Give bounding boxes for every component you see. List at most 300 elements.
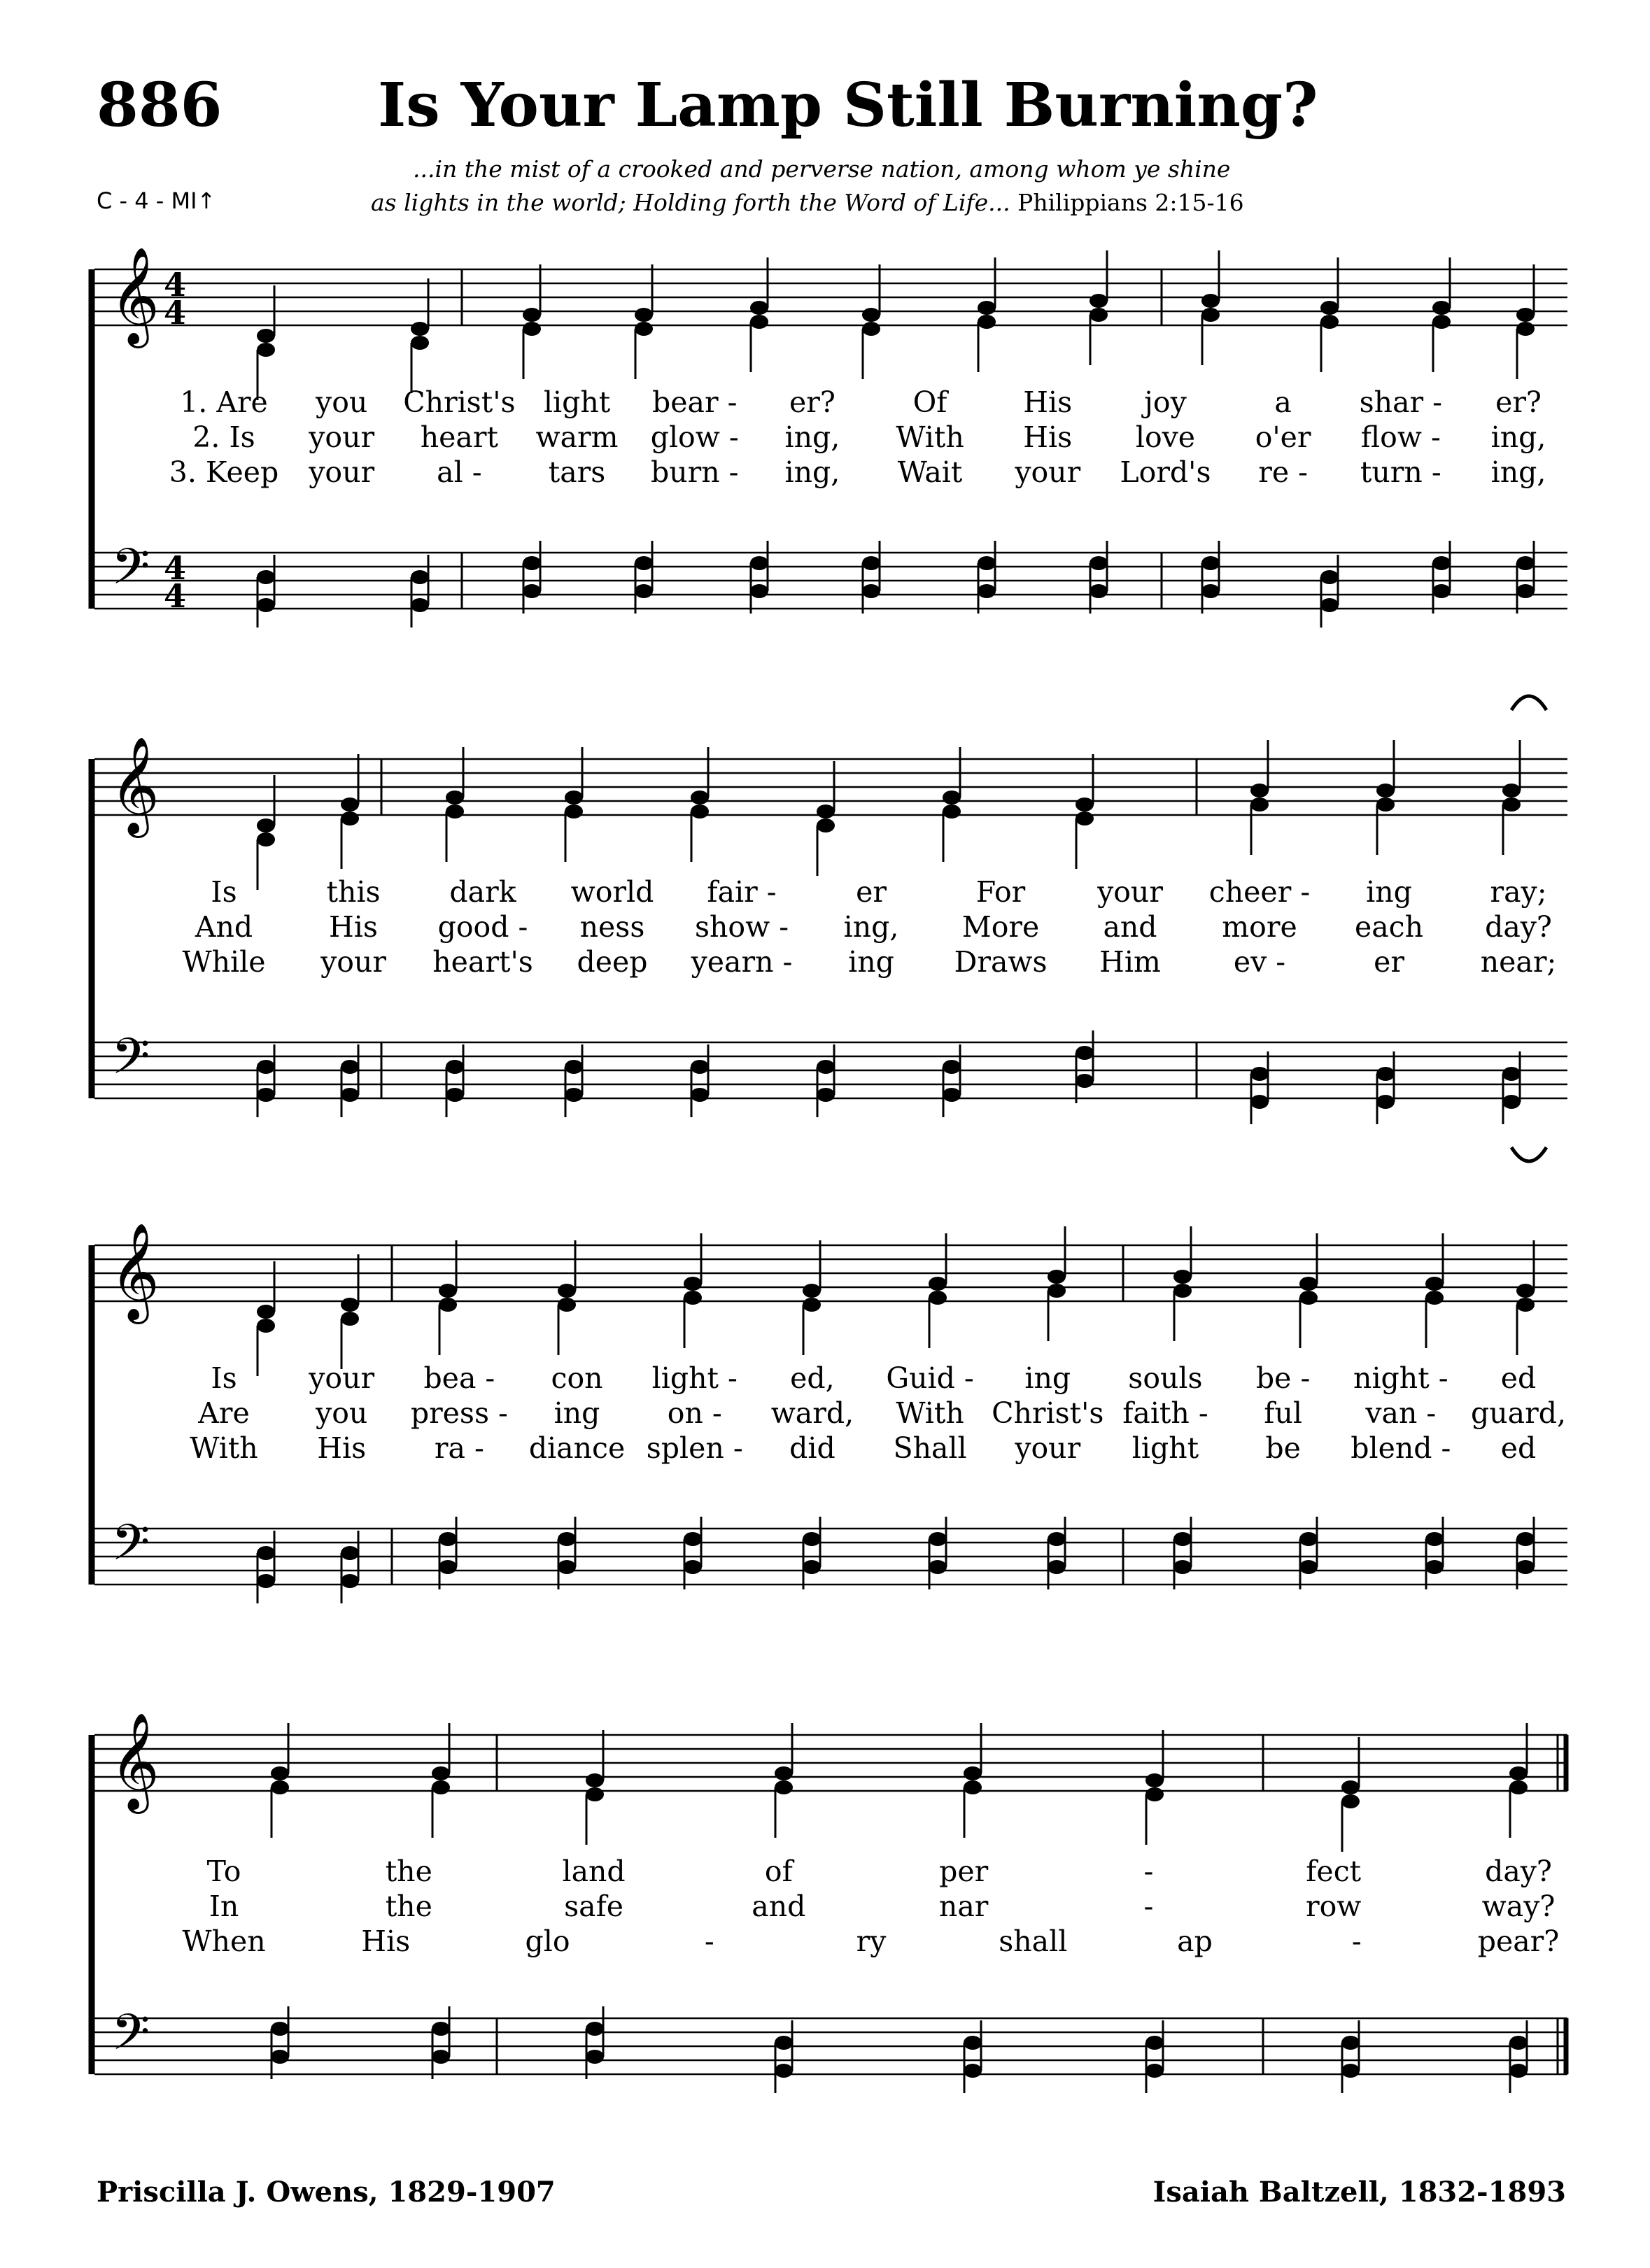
note-head: [523, 322, 541, 336]
lyric-syllable: Lord's: [1120, 455, 1211, 489]
lyric-syllable: er?: [1495, 385, 1542, 419]
lyric-syllable: Is: [211, 875, 237, 909]
note-head: [558, 1298, 576, 1312]
note-head: [1425, 1277, 1444, 1291]
note-head: [1076, 1046, 1094, 1060]
note-head: [750, 556, 768, 570]
lyric-syllable: ed,: [790, 1361, 835, 1395]
note-head: [257, 570, 275, 584]
lyric-syllable: Are: [198, 1396, 250, 1430]
lyric-syllable: re -: [1258, 455, 1308, 489]
note-head: [446, 1060, 464, 1074]
treble-clef-icon: 𝄞: [110, 1713, 160, 1810]
note-head: [803, 1532, 821, 1546]
note-head: [1341, 1780, 1360, 1794]
note-head: [1048, 1560, 1066, 1574]
lyric-syllable: His: [361, 1925, 411, 1958]
lyric-syllable: pear?: [1477, 1925, 1560, 1958]
note-head: [1502, 1067, 1521, 1081]
note-head: [271, 1780, 289, 1794]
lyric-syllable: 2. Is: [192, 420, 255, 454]
note-head: [257, 1060, 275, 1074]
lyric-syllable: ing,: [784, 420, 840, 454]
note-head: [1090, 308, 1108, 322]
lyric-syllable: ness: [579, 910, 645, 944]
note-head: [341, 1546, 359, 1560]
note-head: [1432, 556, 1451, 570]
note-head: [1516, 1298, 1535, 1312]
note-head: [341, 1298, 359, 1312]
lyric-syllable: con: [551, 1361, 603, 1395]
lyric-syllable: Wait: [897, 455, 963, 489]
note-head: [341, 811, 359, 825]
note-head: [691, 791, 709, 805]
bass-clef-icon: 𝄢: [111, 2004, 150, 2074]
note-head: [1145, 2036, 1164, 2050]
note-head: [978, 584, 996, 598]
lyric-syllable: faith -: [1122, 1396, 1208, 1430]
lyric-syllable: ing,: [784, 455, 840, 489]
note-head: [1048, 1270, 1066, 1284]
note-head: [586, 2022, 604, 2036]
note-head: [257, 343, 275, 357]
lyric-syllable: His: [317, 1431, 367, 1465]
note-head: [978, 301, 996, 315]
note-head: [523, 556, 541, 570]
lyric-syllable: Draws: [954, 945, 1048, 979]
lyric-syllable: a: [1274, 385, 1292, 419]
lyric-syllable: More: [961, 910, 1040, 944]
note-head: [684, 1560, 702, 1574]
note-head: [964, 1780, 982, 1794]
note-head: [1299, 1560, 1318, 1574]
note-head: [750, 315, 768, 329]
lyric-syllable: your: [1015, 1431, 1081, 1465]
treble-clef-icon: 𝄞: [110, 247, 160, 344]
note-head: [691, 1060, 709, 1074]
bass-clef-icon: 𝄢: [111, 1028, 150, 1098]
epigraph-text: as lights in the world; Holding forth the Word of Life...: [371, 189, 1010, 216]
note-head: [411, 336, 429, 350]
lyric-syllable: ing: [848, 945, 894, 979]
note-head: [271, 2022, 289, 2036]
lyric-syllable: -: [1143, 1855, 1154, 1888]
lyric-syllable: ry: [856, 1925, 887, 1958]
note-head: [1201, 584, 1220, 598]
note-head: [1048, 1284, 1066, 1298]
lyric-syllable: ra -: [434, 1431, 484, 1465]
lyric-syllable: your: [1097, 875, 1163, 909]
note-head: [943, 805, 961, 818]
lyric-syllable: When: [182, 1925, 266, 1958]
lyric-syllable: ev -: [1233, 945, 1286, 979]
note-head: [432, 1780, 450, 1794]
note-head: [1376, 1067, 1395, 1081]
note-head: [565, 791, 583, 805]
note-head: [257, 1088, 275, 1102]
lyric-syllable: o'er: [1255, 420, 1311, 454]
fermata-icon: [1511, 696, 1546, 710]
treble-clef-icon: 𝄞: [110, 737, 160, 834]
note-head: [1250, 1067, 1269, 1081]
lyric-syllable: guard,: [1471, 1396, 1566, 1430]
lyric-syllable: good -: [437, 910, 528, 944]
note-head: [446, 791, 464, 805]
note-head: [1299, 1291, 1318, 1305]
lyric-line: [161, 385, 1567, 423]
lyric-syllable: ing,: [1490, 455, 1546, 489]
note-head: [439, 1298, 457, 1312]
note-head: [862, 584, 880, 598]
note-head: [257, 1574, 275, 1588]
note-head: [964, 2036, 982, 2050]
lyric-syllable: -: [1351, 1925, 1362, 1958]
lyric-syllable: warm: [535, 420, 619, 454]
lyric-syllable: ing,: [843, 910, 899, 944]
note-head: [1516, 1532, 1535, 1546]
lyric-syllable: and: [1103, 910, 1157, 944]
note-head: [586, 1773, 604, 1787]
note-head: [862, 308, 880, 322]
lyric-syllable: heart's: [432, 945, 533, 979]
note-head: [1516, 584, 1535, 598]
lyric-syllable: light -: [651, 1361, 738, 1395]
lyric-syllable: bear -: [651, 385, 738, 419]
lyric-syllable: nar: [938, 1890, 989, 1923]
note-head: [1076, 798, 1094, 811]
lyric-syllable: fair -: [707, 875, 777, 909]
lyric-syllable: your: [309, 455, 375, 489]
lyric-syllable: blend -: [1351, 1431, 1451, 1465]
note-head: [432, 2022, 450, 2036]
note-head: [635, 322, 653, 336]
note-head: [684, 1532, 702, 1546]
lyric-syllable: er?: [789, 385, 835, 419]
lyric-line: [161, 945, 1567, 983]
time-signature-denominator: 4: [163, 577, 187, 615]
note-head: [523, 308, 541, 322]
note-head: [1425, 1291, 1444, 1305]
note-head: [1432, 584, 1451, 598]
note-head: [586, 2050, 604, 2064]
note-head: [1173, 1560, 1192, 1574]
lyric-syllable: way?: [1481, 1890, 1556, 1923]
note-head: [432, 1766, 450, 1780]
lyric-syllable: on -: [667, 1396, 722, 1430]
note-head: [1299, 1277, 1318, 1291]
note-head: [523, 584, 541, 598]
note-head: [1341, 2036, 1360, 2050]
note-head: [1076, 811, 1094, 825]
lyric-syllable: ing: [1024, 1361, 1071, 1395]
note-head: [862, 556, 880, 570]
lyric-syllable: safe: [564, 1890, 624, 1923]
lyric-syllable: turn -: [1360, 455, 1441, 489]
time-signature-numerator: 4: [163, 549, 187, 587]
lyric-syllable: ing,: [1490, 420, 1546, 454]
note-head: [439, 1284, 457, 1298]
lyric-syllable: Guid -: [886, 1361, 974, 1395]
lyric-syllable: heart: [420, 420, 498, 454]
lyric-syllable: Christ's: [992, 1396, 1104, 1430]
lyric-syllable: dark: [449, 875, 516, 909]
lyric-syllable: you: [316, 385, 368, 419]
note-head: [257, 1319, 275, 1333]
lyric-syllable: er: [856, 875, 887, 909]
note-head: [750, 584, 768, 598]
lyric-syllable: ing: [1366, 875, 1412, 909]
lyric-syllable: glo: [525, 1925, 570, 1958]
note-head: [1376, 1095, 1395, 1109]
treble-clef-icon: 𝄞: [110, 1223, 160, 1320]
lyric-syllable: row: [1306, 1890, 1362, 1923]
lyric-syllable: ward,: [770, 1396, 854, 1430]
note-head: [1341, 1794, 1360, 1808]
lyric-syllable: your: [1015, 455, 1081, 489]
note-head: [929, 1560, 947, 1574]
note-head: [803, 1298, 821, 1312]
note-head: [1509, 2064, 1528, 2078]
note-head: [817, 1088, 835, 1102]
lyric-syllable: His: [1023, 385, 1073, 419]
lyric-syllable: glow -: [650, 420, 739, 454]
lyric-syllable: With: [190, 1431, 258, 1465]
note-head: [943, 1060, 961, 1074]
lyric-syllable: bea -: [423, 1361, 495, 1395]
lyric-line: [161, 1431, 1567, 1469]
note-head: [817, 818, 835, 832]
lyric-syllable: near;: [1480, 945, 1557, 979]
note-head: [929, 1532, 947, 1546]
lyric-syllable: ed: [1500, 1431, 1537, 1465]
note-head: [1201, 556, 1220, 570]
note-head: [432, 2050, 450, 2064]
lyric-syllable: splen -: [646, 1431, 743, 1465]
lyric-syllable: With: [896, 420, 964, 454]
lyric-syllable: each: [1354, 910, 1424, 944]
lyric-line: [161, 1857, 1567, 1892]
bass-clef-icon: 𝄢: [111, 1514, 150, 1584]
note-head: [1320, 315, 1339, 329]
note-head: [1516, 556, 1535, 570]
lyric-syllable: ed: [1500, 1361, 1537, 1395]
note-head: [1090, 556, 1108, 570]
note-head: [271, 1766, 289, 1780]
note-head: [635, 556, 653, 570]
note-head: [1516, 322, 1535, 336]
note-head: [1509, 1780, 1528, 1794]
note-head: [929, 1291, 947, 1305]
note-head: [1502, 1095, 1521, 1109]
lyric-syllable: did: [789, 1431, 835, 1465]
note-head: [1250, 784, 1269, 798]
lyric-syllable: be: [1265, 1431, 1301, 1465]
note-head: [586, 1787, 604, 1801]
note-head: [257, 832, 275, 846]
note-head: [1376, 798, 1395, 811]
note-head: [257, 818, 275, 832]
note-head: [446, 1088, 464, 1102]
note-head: [1320, 598, 1339, 612]
lyric-syllable: van -: [1365, 1396, 1437, 1430]
note-head: [964, 1766, 982, 1780]
note-head: [635, 584, 653, 598]
lyric-syllable: His: [1023, 420, 1073, 454]
lyric-syllable: To: [206, 1855, 241, 1888]
note-head: [1516, 1284, 1535, 1298]
hymn-title: Is Your Lamp Still Burning?: [378, 70, 1318, 141]
note-head: [341, 1060, 359, 1074]
note-head: [257, 598, 275, 612]
lyric-line: [161, 910, 1567, 948]
lyric-syllable: fect: [1306, 1855, 1362, 1888]
note-head: [691, 1088, 709, 1102]
lyric-syllable: Is: [211, 1361, 237, 1395]
lyric-line: [161, 875, 1567, 913]
lyric-syllable: 1. Are: [180, 385, 268, 419]
note-head: [257, 329, 275, 343]
lyric-syllable: yearn -: [691, 945, 793, 979]
note-head: [1425, 1560, 1444, 1574]
lyric-syllable: Christ's: [403, 385, 516, 419]
lyric-line: [161, 1361, 1567, 1399]
lyric-line: [161, 455, 1567, 493]
note-head: [775, 1780, 793, 1794]
note-head: [1320, 570, 1339, 584]
time-signature-denominator: 4: [163, 294, 187, 332]
note-head: [1516, 1560, 1535, 1574]
note-head: [565, 805, 583, 818]
note-head: [1509, 1766, 1528, 1780]
lyric-syllable: er: [1374, 945, 1404, 979]
note-head: [446, 805, 464, 818]
lyric-syllable: ing: [553, 1396, 600, 1430]
lyric-syllable: flow -: [1360, 420, 1441, 454]
lyric-syllable: this: [326, 875, 381, 909]
lyric-line: [161, 420, 1567, 458]
lyric-syllable: And: [195, 910, 253, 944]
lyric-syllable: press -: [410, 1396, 508, 1430]
hymn-number: 886: [97, 70, 223, 141]
note-head: [691, 805, 709, 818]
lyric-syllable: night -: [1353, 1361, 1448, 1395]
note-head: [803, 1284, 821, 1298]
composer-credit: Isaiah Baltzell, 1832-1893: [1152, 2176, 1566, 2209]
note-head: [565, 1088, 583, 1102]
lyric-line: [161, 1892, 1567, 1927]
lyric-syllable: day?: [1485, 910, 1552, 944]
scripture-reference: Philippians 2:15-16: [1017, 189, 1244, 216]
note-head: [341, 1574, 359, 1588]
note-head: [862, 322, 880, 336]
note-head: [257, 1305, 275, 1319]
lyric-syllable: be -: [1255, 1361, 1311, 1395]
lyric-syllable: world: [570, 875, 654, 909]
lyric-syllable: your: [320, 945, 386, 979]
lyric-line: [161, 1396, 1567, 1434]
note-head: [1250, 798, 1269, 811]
lyric-syllable: ful: [1264, 1396, 1302, 1430]
note-head: [271, 2050, 289, 2064]
lyric-syllable: Shall: [893, 1431, 967, 1465]
note-head: [1502, 784, 1521, 798]
lyric-syllable: you: [316, 1396, 368, 1430]
lyric-syllable: your: [309, 1361, 375, 1395]
note-head: [775, 2036, 793, 2050]
lyric-syllable: burn -: [650, 455, 739, 489]
note-head: [411, 322, 429, 336]
lyric-syllable: While: [182, 945, 266, 979]
note-head: [439, 1560, 457, 1574]
note-head: [943, 791, 961, 805]
lyric-syllable: -: [704, 1925, 714, 1958]
note-head: [1376, 784, 1395, 798]
note-head: [1432, 301, 1451, 315]
note-head: [1090, 584, 1108, 598]
lyric-syllable: souls: [1128, 1361, 1203, 1395]
note-head: [1320, 301, 1339, 315]
note-head: [341, 1312, 359, 1326]
note-head: [1145, 2064, 1164, 2078]
note-head: [411, 598, 429, 612]
note-head: [1341, 2064, 1360, 2078]
note-head: [1432, 315, 1451, 329]
lyric-syllable: show -: [694, 910, 789, 944]
note-head: [1145, 1787, 1164, 1801]
lyric-syllable: light: [1131, 1431, 1199, 1465]
lyric-syllable: Of: [912, 385, 947, 419]
note-head: [964, 2064, 982, 2078]
lyric-line: [161, 1927, 1567, 1962]
note-head: [411, 570, 429, 584]
note-head: [775, 1766, 793, 1780]
lyric-syllable: With: [896, 1396, 964, 1430]
fermata-icon: [1511, 1147, 1546, 1161]
lyric-syllable: For: [975, 875, 1026, 909]
lyricist-credit: Priscilla J. Owens, 1829-1907: [97, 2176, 556, 2209]
note-head: [929, 1277, 947, 1291]
lyric-syllable: and: [752, 1890, 806, 1923]
note-head: [1516, 308, 1535, 322]
lyric-syllable: love: [1135, 420, 1196, 454]
bass-clef-icon: 𝄢: [111, 538, 150, 608]
lyric-syllable: diance: [528, 1431, 626, 1465]
lyric-syllable: the: [385, 1855, 432, 1888]
lyric-syllable: His: [329, 910, 378, 944]
lyric-syllable: shar -: [1359, 385, 1443, 419]
note-head: [1090, 294, 1108, 308]
lyric-syllable: -: [1143, 1890, 1154, 1923]
note-head: [558, 1284, 576, 1298]
note-head: [1201, 308, 1220, 322]
note-head: [1509, 2036, 1528, 2050]
lyric-syllable: al -: [437, 455, 482, 489]
lyric-syllable: light: [543, 385, 611, 419]
note-head: [635, 308, 653, 322]
note-head: [1250, 1095, 1269, 1109]
note-head: [341, 798, 359, 811]
lyric-syllable: ray;: [1490, 875, 1547, 909]
note-head: [1173, 1532, 1192, 1546]
note-head: [978, 556, 996, 570]
note-head: [803, 1560, 821, 1574]
note-head: [1076, 1074, 1094, 1088]
lyric-syllable: deep: [577, 945, 648, 979]
note-head: [257, 1546, 275, 1560]
note-head: [565, 1060, 583, 1074]
note-head: [1201, 294, 1220, 308]
note-head: [817, 1060, 835, 1074]
